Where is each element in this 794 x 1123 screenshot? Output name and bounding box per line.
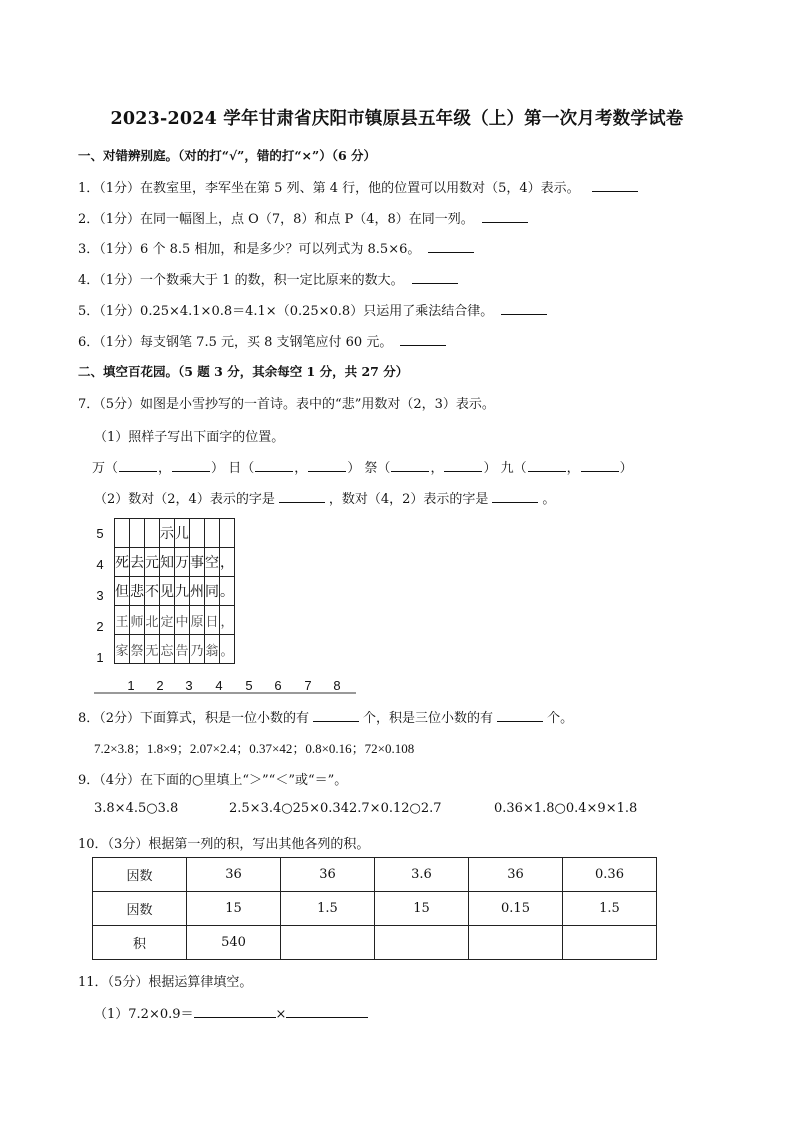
poem-cell: 祭 — [130, 635, 145, 664]
poem-cell: 悲 — [130, 577, 145, 606]
question-8-expressions: 7.2×3.8；1.8×9；2.07×2.4；0.37×42；0.8×0.16；72×0.108 — [94, 741, 415, 756]
q9-item-1[interactable]: 3.8×4.5○3.8 — [94, 801, 179, 816]
table-cell: 0.36 — [563, 858, 657, 892]
poem-cell — [145, 519, 160, 548]
table-cell: 1.5 — [281, 892, 375, 926]
paren-close: ） — [347, 461, 361, 476]
question-7-part-2 — [94, 488, 555, 507]
q11-times-sign: × — [275, 1007, 287, 1022]
blank-q11-factor-1[interactable] — [194, 1006, 276, 1018]
answer-blank-1[interactable] — [592, 180, 638, 192]
section-1-heading: 一、对错辨别庭。（对的打“√”，错的打“×”）（6 分） — [78, 148, 376, 163]
comma: ， — [566, 461, 580, 476]
answer-blank-4[interactable] — [412, 272, 458, 284]
poem-cell: 中 — [175, 606, 190, 635]
char-ri: 日 — [228, 461, 242, 476]
paren-open: （ — [241, 461, 255, 476]
poem-row — [115, 577, 235, 606]
poem-cell: 师 — [130, 606, 145, 635]
poem-cell — [130, 519, 145, 548]
x-label-3: 3 — [185, 678, 193, 693]
poem-cell: 北 — [145, 606, 160, 635]
poem-grid — [114, 518, 235, 664]
table-cell[interactable] — [469, 926, 563, 960]
char-wan: 万 — [92, 461, 106, 476]
poem-cell: 万 — [175, 548, 190, 577]
question-4 — [78, 269, 462, 288]
question-7-part-1: （1）照样子写出下面字的位置。 — [94, 430, 285, 445]
poem-cell: 见 — [160, 577, 175, 606]
poem-cell: 翁 — [205, 635, 220, 664]
poem-row — [115, 519, 235, 548]
table-cell: 3.6 — [375, 858, 469, 892]
q11-1-text: （1）7.2×0.9＝ — [94, 1007, 194, 1022]
poem-cell: 同 — [205, 577, 220, 606]
poem-cell: ， — [220, 548, 235, 577]
blank-q8-three-decimal[interactable] — [497, 710, 543, 722]
poem-row — [115, 606, 235, 635]
poem-cell: 去 — [130, 548, 145, 577]
paren-close: ） — [211, 461, 225, 476]
blank-pair-4-2[interactable] — [492, 491, 538, 503]
blank-wan-y[interactable] — [172, 460, 210, 472]
comma: ， — [294, 461, 308, 476]
poem-cell — [190, 519, 205, 548]
q9-item-2[interactable]: 2.5×3.4○25×0.34 — [229, 801, 349, 816]
y-label-3: 3 — [96, 588, 104, 603]
q7-2-text-b: ，数对（4，2）表示的字是 — [328, 492, 489, 507]
poem-cell: 死 — [115, 548, 130, 577]
x-label-1: 1 — [127, 678, 135, 693]
table-row — [93, 892, 657, 926]
table-row-header: 因数 — [93, 858, 187, 892]
question-6-text: 6．（1分）每支钢笔 7.5 元，买 8 支钢笔应付 60 元。 — [78, 335, 393, 350]
comma: ， — [158, 461, 172, 476]
table-row-header: 因数 — [93, 892, 187, 926]
blank-ri-y[interactable] — [308, 460, 346, 472]
poem-cell: 忘 — [160, 635, 175, 664]
question-5 — [78, 300, 551, 319]
poem-cell: 但 — [115, 577, 130, 606]
answer-blank-2[interactable] — [482, 211, 528, 223]
question-7: 7．（5分）如图是小雪抄写的一首诗。表中的“悲”用数对（2，3）表示。 — [78, 397, 495, 412]
question-1 — [78, 177, 642, 196]
product-table — [92, 857, 657, 960]
table-cell: 0.15 — [469, 892, 563, 926]
answer-blank-5[interactable] — [501, 303, 547, 315]
table-row — [93, 858, 657, 892]
blank-ri-x[interactable] — [255, 460, 293, 472]
blank-ji-x[interactable] — [391, 460, 429, 472]
poem-cell: 示 — [160, 519, 175, 548]
table-cell: 1.5 — [563, 892, 657, 926]
y-label-2: 2 — [96, 619, 104, 634]
poem-cell: 儿 — [175, 519, 190, 548]
poem-cell: 定 — [160, 606, 175, 635]
question-6 — [78, 331, 450, 350]
poem-cell: 州 — [190, 577, 205, 606]
poem-cell: 不 — [145, 577, 160, 606]
question-2-text: 2．（1分）在同一幅图上，点 O（7，8）和点 P（4，8）在同一列。 — [78, 212, 474, 227]
question-10: 10．（3分）根据第一列的积，写出其他各列的积。 — [78, 837, 370, 852]
table-row — [93, 926, 657, 960]
comma: ， — [430, 461, 444, 476]
q7-2-text-a: （2）数对（2，4）表示的字是 — [94, 492, 275, 507]
paren-close: ） — [483, 461, 497, 476]
section-2-heading: 二、填空百花园。（5 题 3 分，其余每空 1 分，共 27 分） — [78, 364, 409, 379]
paren-close: ） — [619, 461, 633, 476]
char-ji: 祭 — [364, 461, 378, 476]
poem-cell: 家 — [115, 635, 130, 664]
question-11: 11．（5分）根据运算律填空。 — [78, 975, 253, 990]
question-3 — [78, 238, 478, 257]
q8-text-b: 个，积是三位小数的有 — [363, 711, 494, 726]
table-cell: 540 — [187, 926, 281, 960]
q9-item-3[interactable]: 2.7×0.12○2.7 — [349, 801, 442, 816]
table-cell[interactable] — [563, 926, 657, 960]
poem-cell: 告 — [175, 635, 190, 664]
table-cell[interactable] — [281, 926, 375, 960]
x-label-8: 8 — [333, 678, 341, 693]
poem-cell: 日 — [205, 606, 220, 635]
poem-cell: 空 — [205, 548, 220, 577]
poem-cell — [205, 519, 220, 548]
poem-cell: 原 — [190, 606, 205, 635]
poem-cell — [220, 519, 235, 548]
poem-cell: 无 — [145, 635, 160, 664]
question-11-part-1 — [94, 1003, 368, 1022]
blank-q11-factor-2[interactable] — [286, 1006, 368, 1018]
table-cell: 36 — [281, 858, 375, 892]
blank-pair-2-4[interactable] — [279, 491, 325, 503]
poem-cell: 事 — [190, 548, 205, 577]
answer-blank-6[interactable] — [400, 334, 446, 346]
blank-jiu-y[interactable] — [581, 460, 619, 472]
blank-jiu-x[interactable] — [528, 460, 566, 472]
blank-q8-one-decimal[interactable] — [313, 710, 359, 722]
poem-cell: 九 — [175, 577, 190, 606]
question-5-text: 5．（1分）0.25×4.1×0.8＝4.1×（0.25×0.8）只运用了乘法结合律。 — [78, 304, 494, 319]
table-cell[interactable] — [375, 926, 469, 960]
y-label-4: 4 — [96, 557, 104, 572]
q9-item-4[interactable]: 0.36×1.8○0.4×9×1.8 — [494, 801, 638, 816]
poem-cell: 知 — [160, 548, 175, 577]
poem-cell: 元 — [145, 548, 160, 577]
q8-text-a: 8．（2分）下面算式，积是一位小数的有 — [78, 711, 310, 726]
poem-cell — [115, 519, 130, 548]
q8-text-c: 个。 — [547, 711, 574, 726]
question-2 — [78, 208, 532, 227]
table-row-header: 积 — [93, 926, 187, 960]
table-cell: 15 — [187, 892, 281, 926]
char-jiu: 九 — [500, 461, 514, 476]
table-cell: 36 — [187, 858, 281, 892]
question-1-text: 1．（1分）在教室里，李军坐在第 5 列、第 4 行，他的位置可以用数对（5，4）表示。 — [78, 181, 580, 196]
poem-cell: ， — [220, 606, 235, 635]
answer-blank-3[interactable] — [428, 241, 474, 253]
y-label-1: 1 — [96, 650, 104, 665]
q7-2-text-c: 。 — [542, 492, 556, 507]
poem-cell: 。 — [220, 635, 235, 664]
poem-cell: 王 — [115, 606, 130, 635]
paren-open: （ — [513, 461, 527, 476]
question-4-text: 4．（1分）一个数乘大于 1 的数，积一定比原来的数大。 — [78, 273, 404, 288]
x-label-4: 4 — [215, 678, 223, 693]
question-7-char-positions — [92, 457, 633, 476]
paren-open: （ — [377, 461, 391, 476]
blank-ji-y[interactable] — [444, 460, 482, 472]
y-label-5: 5 — [96, 526, 104, 541]
paren-open: （ — [105, 461, 119, 476]
x-label-2: 2 — [156, 678, 164, 693]
poem-cell: 。 — [220, 577, 235, 606]
poem-row — [115, 635, 235, 664]
poem-cell: 乃 — [190, 635, 205, 664]
question-9: 9．（4分）在下面的○里填上“＞”“＜”或“＝”。 — [78, 773, 348, 788]
blank-wan-x[interactable] — [119, 460, 157, 472]
x-label-7: 7 — [304, 678, 312, 693]
poem-row — [115, 548, 235, 577]
table-cell: 36 — [469, 858, 563, 892]
x-label-5: 5 — [245, 678, 253, 693]
page-title: 2023-2024 学年甘肃省庆阳市镇原县五年级（上）第一次月考数学试卷 — [110, 109, 684, 129]
x-label-6: 6 — [274, 678, 282, 693]
question-3-text: 3．（1分）6 个 8.5 相加，和是多少？可以列式为 8.5×6。 — [78, 242, 421, 257]
question-8 — [78, 707, 573, 726]
table-cell: 15 — [375, 892, 469, 926]
